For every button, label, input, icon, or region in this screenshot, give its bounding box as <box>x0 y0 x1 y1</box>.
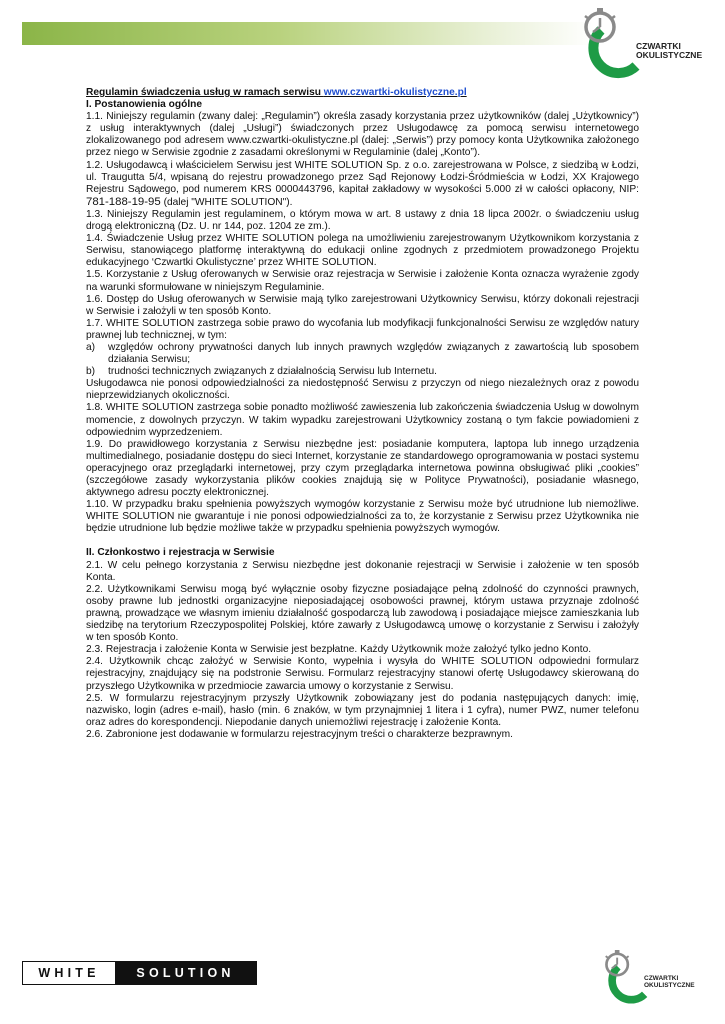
p1-2-text: 1.2. Usługodawcą i właścicielem Serwisu jest WHITE SOLUTION Sp. z o.o. zarejestrowana w Polsce, z siedzibą w Łodzi, ul. Traugutta 5/4, wpisaną do rejestru prowadzonego przez Sąd Rejonowy Łodzi-Śródmieścia w Łodzi, XX Krajowego Rejestru Sądowego, pod numerem KRS 0000443796, kapitał zakładowy w wysokości 5.000 zł w całości opłacony, NIP: <box>86 159 639 195</box>
paragraph-1-8: 1.8. WHITE SOLUTION zastrzega sobie ponadto możliwość zawieszenia lub zakończenia świadczenia Usług w dowolnym momencie, z dowolnych przyczyn. W takim wypadku zarejestrowani Użytkownicy zostaną o tym fakcie powiadomieni z odpowiednim wyprzedzeniem. <box>86 402 639 438</box>
site-link[interactable]: www.czwartki-okulistyczne.pl <box>323 87 467 98</box>
czwartki-logo <box>578 8 708 80</box>
paragraph-1-5: 1.5. Korzystanie z Usług oferowanych w Serwisie oraz rejestracja w Serwisie i założenie Konta oznacza wyrażenie zgody na warunki sformułowane w niniejszym Regulaminie. <box>86 269 639 293</box>
regulation-document <box>86 87 639 741</box>
paragraph-1-1: 1.1. Niniejszy regulamin (zwany dalej: „Regulamin”) określa zasady korzystania przez użytkowników (dalej „Użytkownicy”) z usług interaktywnych (dalej „Usługi”) świadczonych przez Usługodawcę za pomocą serwisu internetowego zlokalizowanego pod adresem www.czwartki-okulistyczne.pl (dalej: „Serwis”) przy pomocy konta Użytkownika założonego przez niego w Serwisie zgodnie z zasadami określonymi w Regulaminie (dalej „Konto”). <box>86 111 639 159</box>
section-2-heading: II. Członkostwo i rejestracja w Serwisie <box>86 547 275 559</box>
paragraph-1-2 <box>86 160 639 209</box>
logo-wordmark <box>636 42 702 60</box>
nip-number: 781-188-19-95 <box>86 195 161 208</box>
section-1-heading: I. Postanowienia ogólne <box>86 99 203 111</box>
paragraph-2-2: 2.2. Użytkownikami Serwisu mogą być wyłącznie osoby fizyczne posiadające pełną zdolność do czynności prawnych, osoby prawne lub jednostki organizacyjne nieposiadającej osobowości prawnej, którym ustawa przyznaje zdolność prawną, prowadzące we własnym imieniu działalność gospodarczą lub zawodową i posiadające miejsce zamieszkania lub siedzibę na terytorium Rzeczypospolitej Polskiej, które zawarły z Usługodawcą umowę o korzystanie z Serwisu i założyły w ten sposób Konto. <box>86 583 639 644</box>
paragraph-1-9: 1.9. Do prawidłowego korzystania z Serwisu niezbędne jest: posiadanie komputera, laptopa lub innego urządzenia multimedialnego, posiadanie dostępu do sieci Internet, korzystanie ze standardowego oprogramowania w postaci systemu operacyjnego oraz przeglądarki internetowej, przy czym przeglądarka internetowa powinna obsługiwać pliki „cookies” (szczegółowe zasady wykorzystania plików cookies znajdują się w Polityce Prywatności), posiadanie własnego, aktywnego adresu poczty elektronicznej. <box>86 438 639 499</box>
logo-line1: CZWARTKI <box>644 975 679 982</box>
logo-line1: CZWARTKI <box>636 41 681 51</box>
paragraph-1-4: 1.4. Świadczenie Usług przez WHITE SOLUTION polega na umożliwieniu zarejestrowanym Użytkownikom korzystania z Serwisu, stanowiącego platformę interaktywną do edukacji online zgodnych z przedmiotem prowadzonego Projektu edukacyjnego ‘Czwartki Okulistyczne’ przez WHITE SOLUTION. <box>86 233 639 269</box>
p1-2-tail: (dalej "WHITE SOLUTION"). <box>160 196 293 208</box>
paragraph-2-1: 2.1. W celu pełnego korzystania z Serwisu niezbędne jest dokonanie rejestracji w Serwisie i założenie w ten sposób Konta. <box>86 559 639 583</box>
paragraph-2-3: 2.3. Rejestracja i założenie Konta w Serwisie jest bezpłatne. Każdy Użytkownik może założyć tylko jedno Konto. <box>86 644 592 656</box>
paragraph-1-7-note: Usługodawca nie ponosi odpowiedzialności za niedostępność Serwisu z przyczyn od niego niezależnych oraz z powodu nieprzewidzianych okoliczności. <box>86 378 639 402</box>
logo-solution-part: SOLUTION <box>115 962 256 984</box>
paragraph-1-10: 1.10. W przypadku braku spełnienia powyższych wymogów korzystanie z Serwisu może być utrudnione lub niemożliwe. WHITE SOLUTION nie gwarantuje i nie ponosi odpowiedzialności za to, że korzystanie z Serwisu przez Użytkownika nie będzie utrudnione lub będzie możliwe także w przypadku spełnienia powyższych wymogów. <box>86 499 639 535</box>
list-marker: b) <box>86 366 96 378</box>
header-gradient-bar <box>22 22 594 45</box>
logo-line2: OKULISTYCZNE <box>636 49 703 60</box>
paragraph-2-6: 2.6. Zabronione jest dodawanie w formularzu rejestracyjnym treści o charakterze bezprawnym. <box>86 728 513 740</box>
logo-wordmark <box>644 976 695 990</box>
czwartki-logo-footer <box>600 950 700 1005</box>
document-title <box>86 87 639 99</box>
paragraph-1-6: 1.6. Dostęp do Usług oferowanych w Serwisie mają tylko zarejestrowani Użytkownicy Serwisu, którzy dokonali rejestracji w Serwisie i założyli w ten sposób Konto. <box>86 293 639 317</box>
list-item <box>86 366 639 378</box>
paragraph-2-4: 2.4. Użytkownik chcąc założyć w Serwisie Konto, wypełnia i wysyła do WHITE SOLUTION odpowiedni formularz rejestracyjny, znajdujący się na podstronie Serwisu. Formularz rejestracyjny stanowi ofertę Usługodawcy skierowaną do przyszłego Użytkownika w przedmiocie zawarcia umowy o korzystanie z Serwisu. <box>86 656 639 692</box>
logo-line2: OKULISTYCZNE <box>644 981 695 989</box>
title-text: Regulamin świadczenia usług w ramach serwisu <box>86 87 324 98</box>
list-item-text: względów ochrony prywatności danych lub innych prawnych względów związanych z zawartością lub sposobem działania Serwisu; <box>108 341 639 366</box>
paragraph-1-3: 1.3. Niniejszy Regulamin jest regulaminem, o którym mowa w art. 8 ustawy z dnia 18 lipca 2002r. o świadczeniu usług drogą elektroniczną (Dz. U. nr 144, poz. 1204 ze zm.). <box>86 208 639 233</box>
list-marker: a) <box>86 341 96 353</box>
list-item-text: trudności technicznych związanych z działalnością Serwisu lub Internetu. <box>108 366 437 378</box>
paragraph-1-7: 1.7. WHITE SOLUTION zastrzega sobie prawo do wycofania lub modyfikacji funkcjonalności Serwisu ze względów natury prawnej lub technicznej, w tym: <box>86 317 639 341</box>
logo-white-part: WHITE <box>23 962 115 984</box>
list-item <box>86 342 639 366</box>
paragraph-2-5: 2.5. W formularzu rejestracyjnym przyszły Użytkownik zobowiązany jest do podania następujących danych: imię, nazwisko, login (adres e-mail), hasło (min. 6 znaków, w tym przynajmniej 1 litera i 1 cyfra), numer PWZ, numer telefonu oraz adres do korespondencji. Niepodanie danych uniemożliwi rejestrację i założenie Konta. <box>86 692 639 728</box>
white-solution-logo <box>22 961 257 985</box>
